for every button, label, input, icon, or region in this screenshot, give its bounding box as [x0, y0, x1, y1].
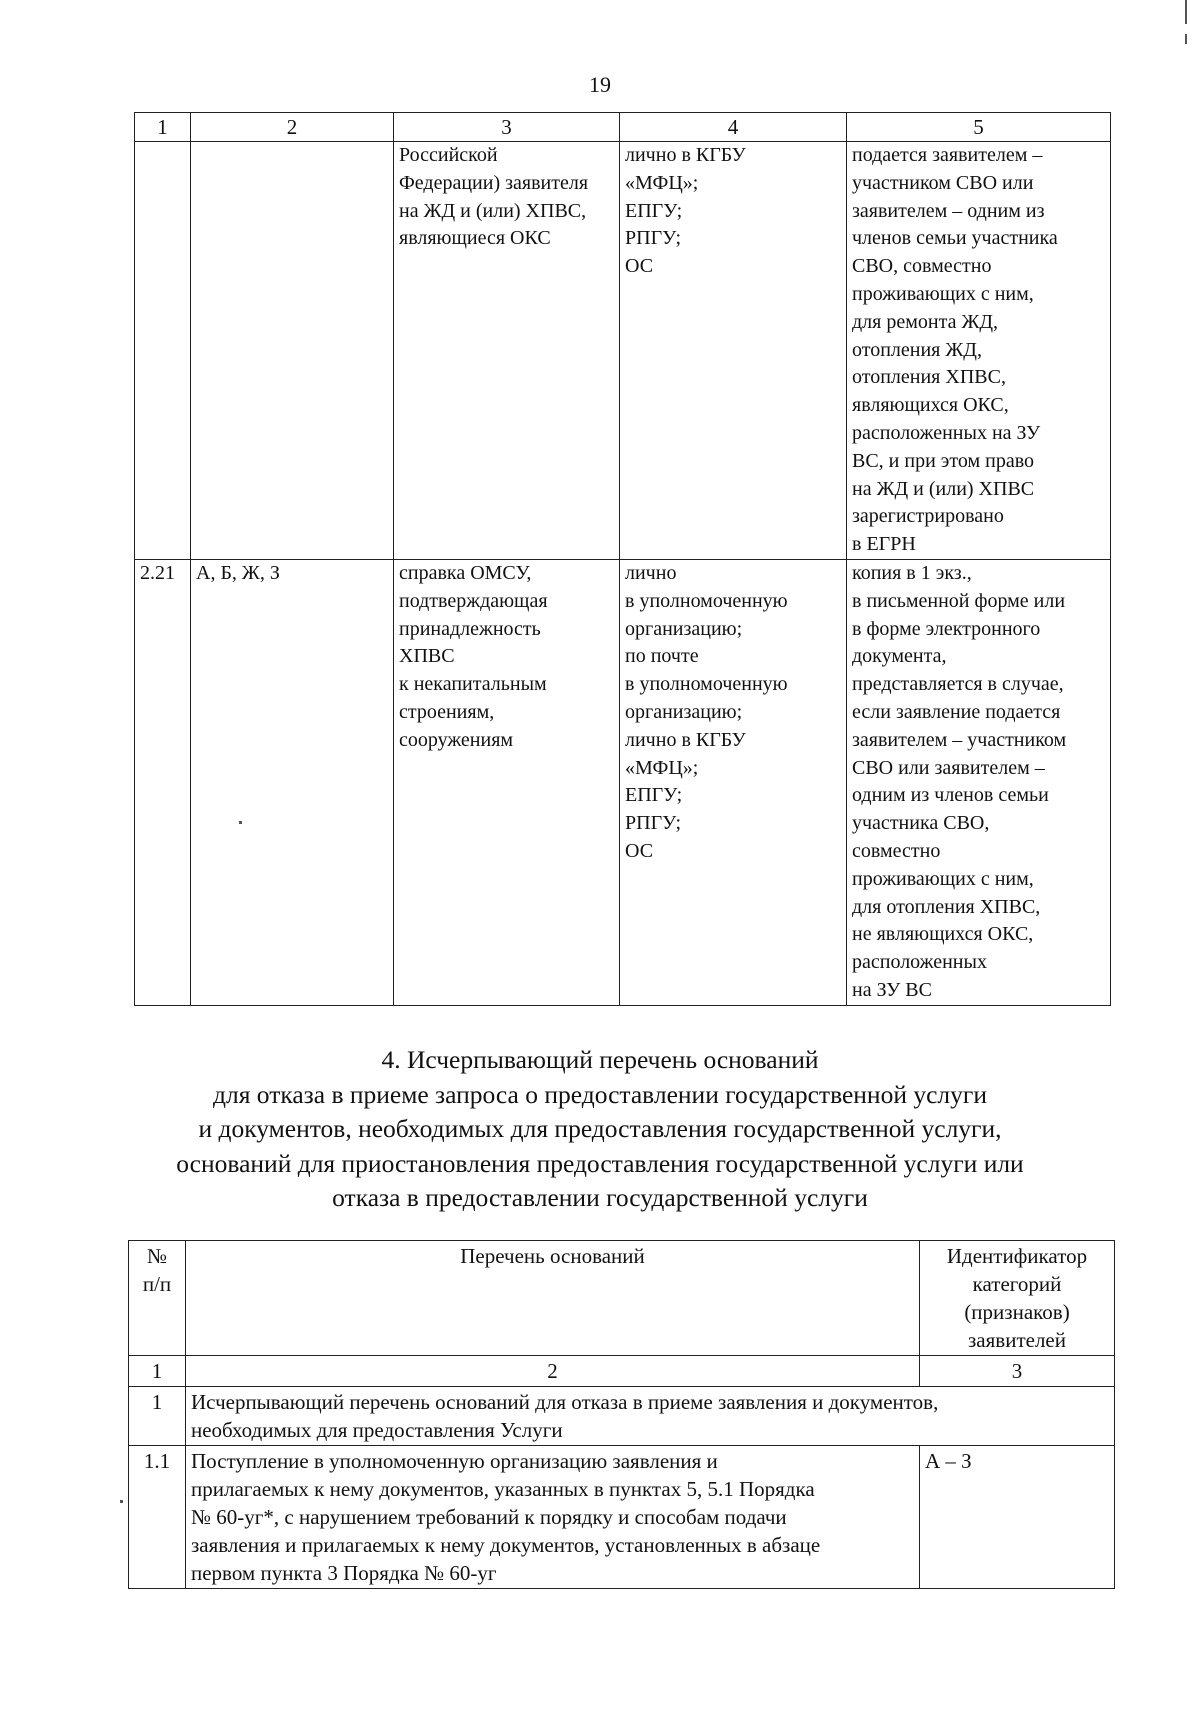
table-row: [129, 1387, 1115, 1446]
text-line: расположенных: [852, 951, 987, 974]
applicant-id-header: [920, 1241, 1115, 1356]
text-line: участника СВО,: [852, 812, 990, 835]
notes-cell: [847, 559, 1111, 1005]
text-line: в уполномоченную: [625, 673, 788, 696]
row-number: 1.1: [129, 1446, 186, 1589]
text-line: ЕПГУ;: [625, 199, 683, 222]
text-line: СВО, совместно: [852, 255, 992, 278]
text-line: совместно: [852, 839, 941, 862]
text-line: являющихся ОКС,: [852, 394, 1009, 417]
column-numbers-row: [129, 1356, 1115, 1387]
text-line: строениям,: [399, 700, 495, 723]
table-row: [135, 142, 1111, 560]
text-line: на ЖД и (или) ХПВС,: [399, 199, 587, 222]
section-title-line: и документов, необходимых для предоставления государственной услуги,: [198, 1114, 1002, 1143]
text-line: на ЗУ ВС: [852, 978, 932, 1001]
scan-mark: [239, 821, 242, 824]
text-line: в письменной форме или: [852, 589, 1066, 612]
text-line: подтверждающая: [399, 589, 548, 612]
row-number: 2.21: [135, 559, 191, 1005]
text-line: в уполномоченную: [625, 589, 788, 612]
text-line: Федерации) заявителя: [399, 171, 589, 194]
text-line: «МФЦ»;: [625, 756, 699, 779]
text-line: ОС: [625, 255, 654, 278]
text-line: лично в КГБУ: [625, 144, 746, 166]
text-line: заявителем – одним из: [852, 199, 1045, 222]
section-title-line: 4. Исчерпывающий перечень оснований: [381, 1045, 819, 1074]
text-line: являющиеся ОКС: [399, 227, 551, 250]
notes-cell: [847, 142, 1111, 560]
row-number: 1: [129, 1387, 186, 1446]
text-line: Российской: [399, 144, 498, 166]
text-line: представляется в случае,: [852, 673, 1064, 696]
text-line: членов семьи участника: [852, 227, 1058, 250]
text-line: (признаков): [964, 1300, 1070, 1324]
column-number: 1: [135, 113, 191, 142]
applicant-categories: [191, 142, 394, 560]
text-line: расположенных на ЗУ: [852, 421, 1041, 444]
table-header-row: [129, 1241, 1115, 1356]
column-number: 2: [191, 113, 394, 142]
text-line: лично в КГБУ: [625, 728, 746, 751]
text-line: для ремонта ЖД,: [852, 310, 999, 333]
text-line: Поступление в уполномоченную организацию заявления и: [191, 1449, 718, 1473]
text-line: заявления и прилагаемых к нему документов, установленных в абзаце: [191, 1533, 821, 1557]
text-line: на ЖД и (или) ХПВС: [852, 477, 1035, 500]
applicant-categories: А, Б, Ж, З: [191, 559, 394, 1005]
text-line: «МФЦ»;: [625, 171, 699, 194]
text-line: проживающих с ним,: [852, 867, 1034, 890]
table-row: [135, 559, 1111, 1005]
text-line: первом пункта 3 Порядка № 60-уг: [191, 1561, 497, 1585]
scan-mark: [1185, 0, 1187, 24]
text-line: если заявление подается: [852, 700, 1061, 723]
table-header-row: [135, 113, 1111, 142]
text-line: ОС: [625, 839, 654, 862]
text-line: заявителей: [968, 1328, 1066, 1352]
text-line: к некапитальным: [399, 673, 547, 696]
grounds-heading-cell: [186, 1387, 1115, 1446]
column-number: 3: [920, 1356, 1115, 1387]
column-number: 2: [186, 1356, 920, 1387]
text-line: РПГУ;: [625, 812, 682, 835]
text-line: № 60-уг*, с нарушением требований к порядку и способам подачи: [191, 1505, 787, 1529]
submission-method-cell: [620, 559, 847, 1005]
row-number: [135, 142, 191, 560]
text-line: подается заявителем –: [852, 144, 1043, 166]
document-name-cell: [394, 142, 620, 560]
text-line: Идентификатор: [946, 1244, 1088, 1268]
refusal-grounds-table: [128, 1240, 1115, 1589]
column-number: 1: [129, 1356, 186, 1387]
text-line: проживающих с ним,: [852, 282, 1034, 305]
column-number: 4: [620, 113, 847, 142]
text-line: отопления ХПВС,: [852, 366, 1006, 389]
text-line: ХПВС: [399, 645, 455, 668]
applicant-id-cell: А – З: [920, 1446, 1115, 1589]
column-number: 3: [394, 113, 620, 142]
text-line: копия в 1 экз.,: [852, 561, 972, 584]
text-line: не являющихся ОКС,: [852, 923, 1034, 946]
grounds-list-header: Перечень оснований: [186, 1241, 920, 1356]
text-line: организацию;: [625, 700, 743, 723]
number-header: [129, 1241, 186, 1356]
text-line: РПГУ;: [625, 227, 682, 250]
text-line: для отопления ХПВС,: [852, 895, 1041, 918]
scan-mark: [1185, 34, 1187, 44]
documents-table: [134, 112, 1111, 1006]
document-name-cell: [394, 559, 620, 1005]
text-line: СВО или заявителем –: [852, 756, 1045, 779]
section-title-line: отказа в предоставлении государственной услуги: [332, 1183, 868, 1212]
text-line: категорий: [972, 1272, 1062, 1296]
text-line: ЕПГУ;: [625, 784, 683, 807]
text-line: ВС, и при этом право: [852, 449, 1035, 472]
text-line: лично: [625, 561, 677, 584]
text-line: сооружениям: [399, 728, 514, 751]
text-line: №: [146, 1244, 168, 1268]
text-line: по почте: [625, 645, 699, 668]
text-line: принадлежность: [399, 617, 541, 640]
text-line: п/п: [142, 1272, 172, 1296]
text-line: необходимых для предоставления Услуги: [191, 1418, 563, 1442]
table-row: [129, 1446, 1115, 1589]
text-line: одним из членов семьи: [852, 784, 1049, 807]
text-line: документа,: [852, 645, 947, 668]
column-number: 5: [847, 113, 1111, 142]
section-title: [0, 1043, 1200, 1216]
text-line: Исчерпывающий перечень оснований для отказа в приеме заявления и документов,: [191, 1390, 939, 1414]
page-number: 19: [589, 72, 611, 97]
text-line: в форме электронного: [852, 617, 1041, 640]
section-title-line: для отказа в приеме запроса о предоставлении государственной услуги: [213, 1079, 987, 1109]
text-line: в ЕГРН: [852, 533, 916, 556]
text-line: участником СВО или: [852, 171, 1034, 194]
scan-mark: [120, 1500, 123, 1503]
text-line: отопления ЖД,: [852, 338, 982, 361]
text-line: зарегистрировано: [852, 505, 1004, 528]
section-title-line: оснований для приостановления предоставления государственной услуги или: [176, 1148, 1024, 1178]
grounds-text-cell: [186, 1446, 920, 1589]
text-line: справка ОМСУ,: [399, 561, 532, 584]
submission-method-cell: [620, 142, 847, 560]
text-line: организацию;: [625, 617, 743, 640]
text-line: заявителем – участником: [852, 728, 1067, 751]
text-line: прилагаемых к нему документов, указанных в пунктах 5, 5.1 Порядка: [191, 1477, 815, 1501]
